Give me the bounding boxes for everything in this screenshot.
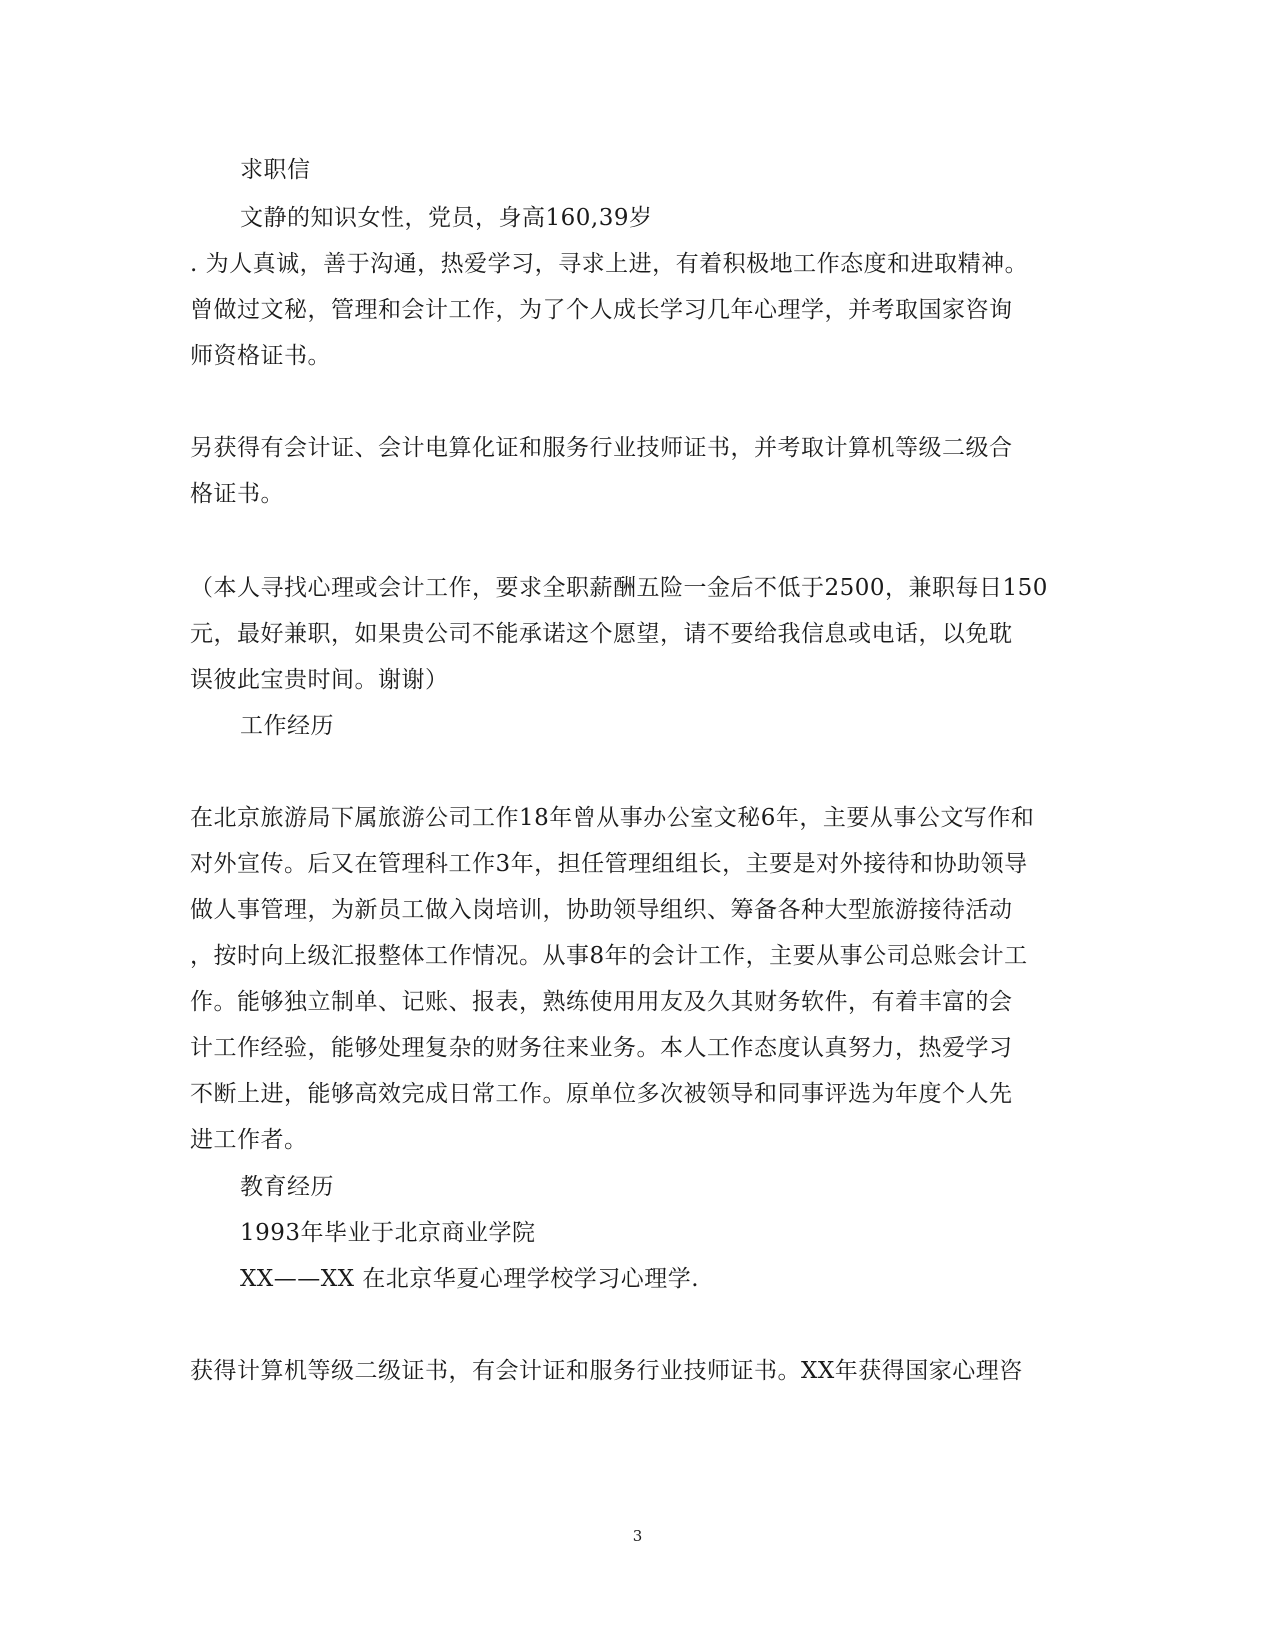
paragraph-line: 另获得有会计证、会计电算化证和服务行业技师证书，并考取计算机等级二级合 — [190, 435, 1013, 461]
education-line: XX——XX 在北京华夏心理学校学习心理学. — [240, 1266, 700, 1292]
paragraph-line: 进工作者。 — [190, 1127, 308, 1153]
letter-title: 求职信 — [240, 157, 311, 183]
paragraph-line: 作。能够独立制单、记账、报表，熟练使用用友及久其财务软件，有着丰富的会 — [190, 989, 1013, 1015]
paragraph-line: 在北京旅游局下属旅游公司工作18年曾从事办公室文秘6年，主要从事公文写作和 — [190, 805, 1035, 831]
paragraph-line: . 为人真诚，善于沟通，热爱学习，寻求上进，有着积极地工作态度和进取精神。 — [190, 251, 1029, 277]
paragraph-line: 做人事管理，为新员工做入岗培训，协助领导组织、筹备各种大型旅游接待活动 — [190, 897, 1013, 923]
paragraph-line: 获得计算机等级二级证书，有会计证和服务行业技师证书。XX年获得国家心理咨 — [190, 1358, 1023, 1384]
section-heading-education: 教育经历 — [240, 1174, 334, 1200]
paragraph-line: 误彼此宝贵时间。谢谢） — [190, 667, 449, 693]
paragraph-line: 曾做过文秘，管理和会计工作，为了个人成长学习几年心理学，并考取国家咨询 — [190, 297, 1013, 323]
paragraph-line: 对外宣传。后又在管理科工作3年，担任管理组组长，主要是对外接待和协助领导 — [190, 851, 1028, 877]
paragraph-line: 不断上进，能够高效完成日常工作。原单位多次被领导和同事评选为年度个人先 — [190, 1081, 1013, 1107]
paragraph-line: （本人寻找心理或会计工作，要求全职薪酬五险一金后不低于2500，兼职每日150 — [190, 575, 1048, 601]
paragraph-line: 师资格证书。 — [190, 343, 331, 369]
paragraph-line: 计工作经验，能够处理复杂的财务往来业务。本人工作态度认真努力，热爱学习 — [190, 1035, 1013, 1061]
paragraph-line: ，按时向上级汇报整体工作情况。从事8年的会计工作，主要从事公司总账会计工 — [190, 943, 1028, 969]
section-heading-work: 工作经历 — [240, 713, 334, 739]
paragraph-line: 元，最好兼职，如果贵公司不能承诺这个愿望，请不要给我信息或电话，以免耽 — [190, 621, 1013, 647]
page-number: 3 — [632, 1527, 643, 1545]
education-line: 1993年毕业于北京商业学院 — [240, 1220, 536, 1246]
paragraph-line: 格证书。 — [190, 481, 284, 507]
intro-line: 文静的知识女性，党员，身高160,39岁 — [240, 205, 653, 231]
